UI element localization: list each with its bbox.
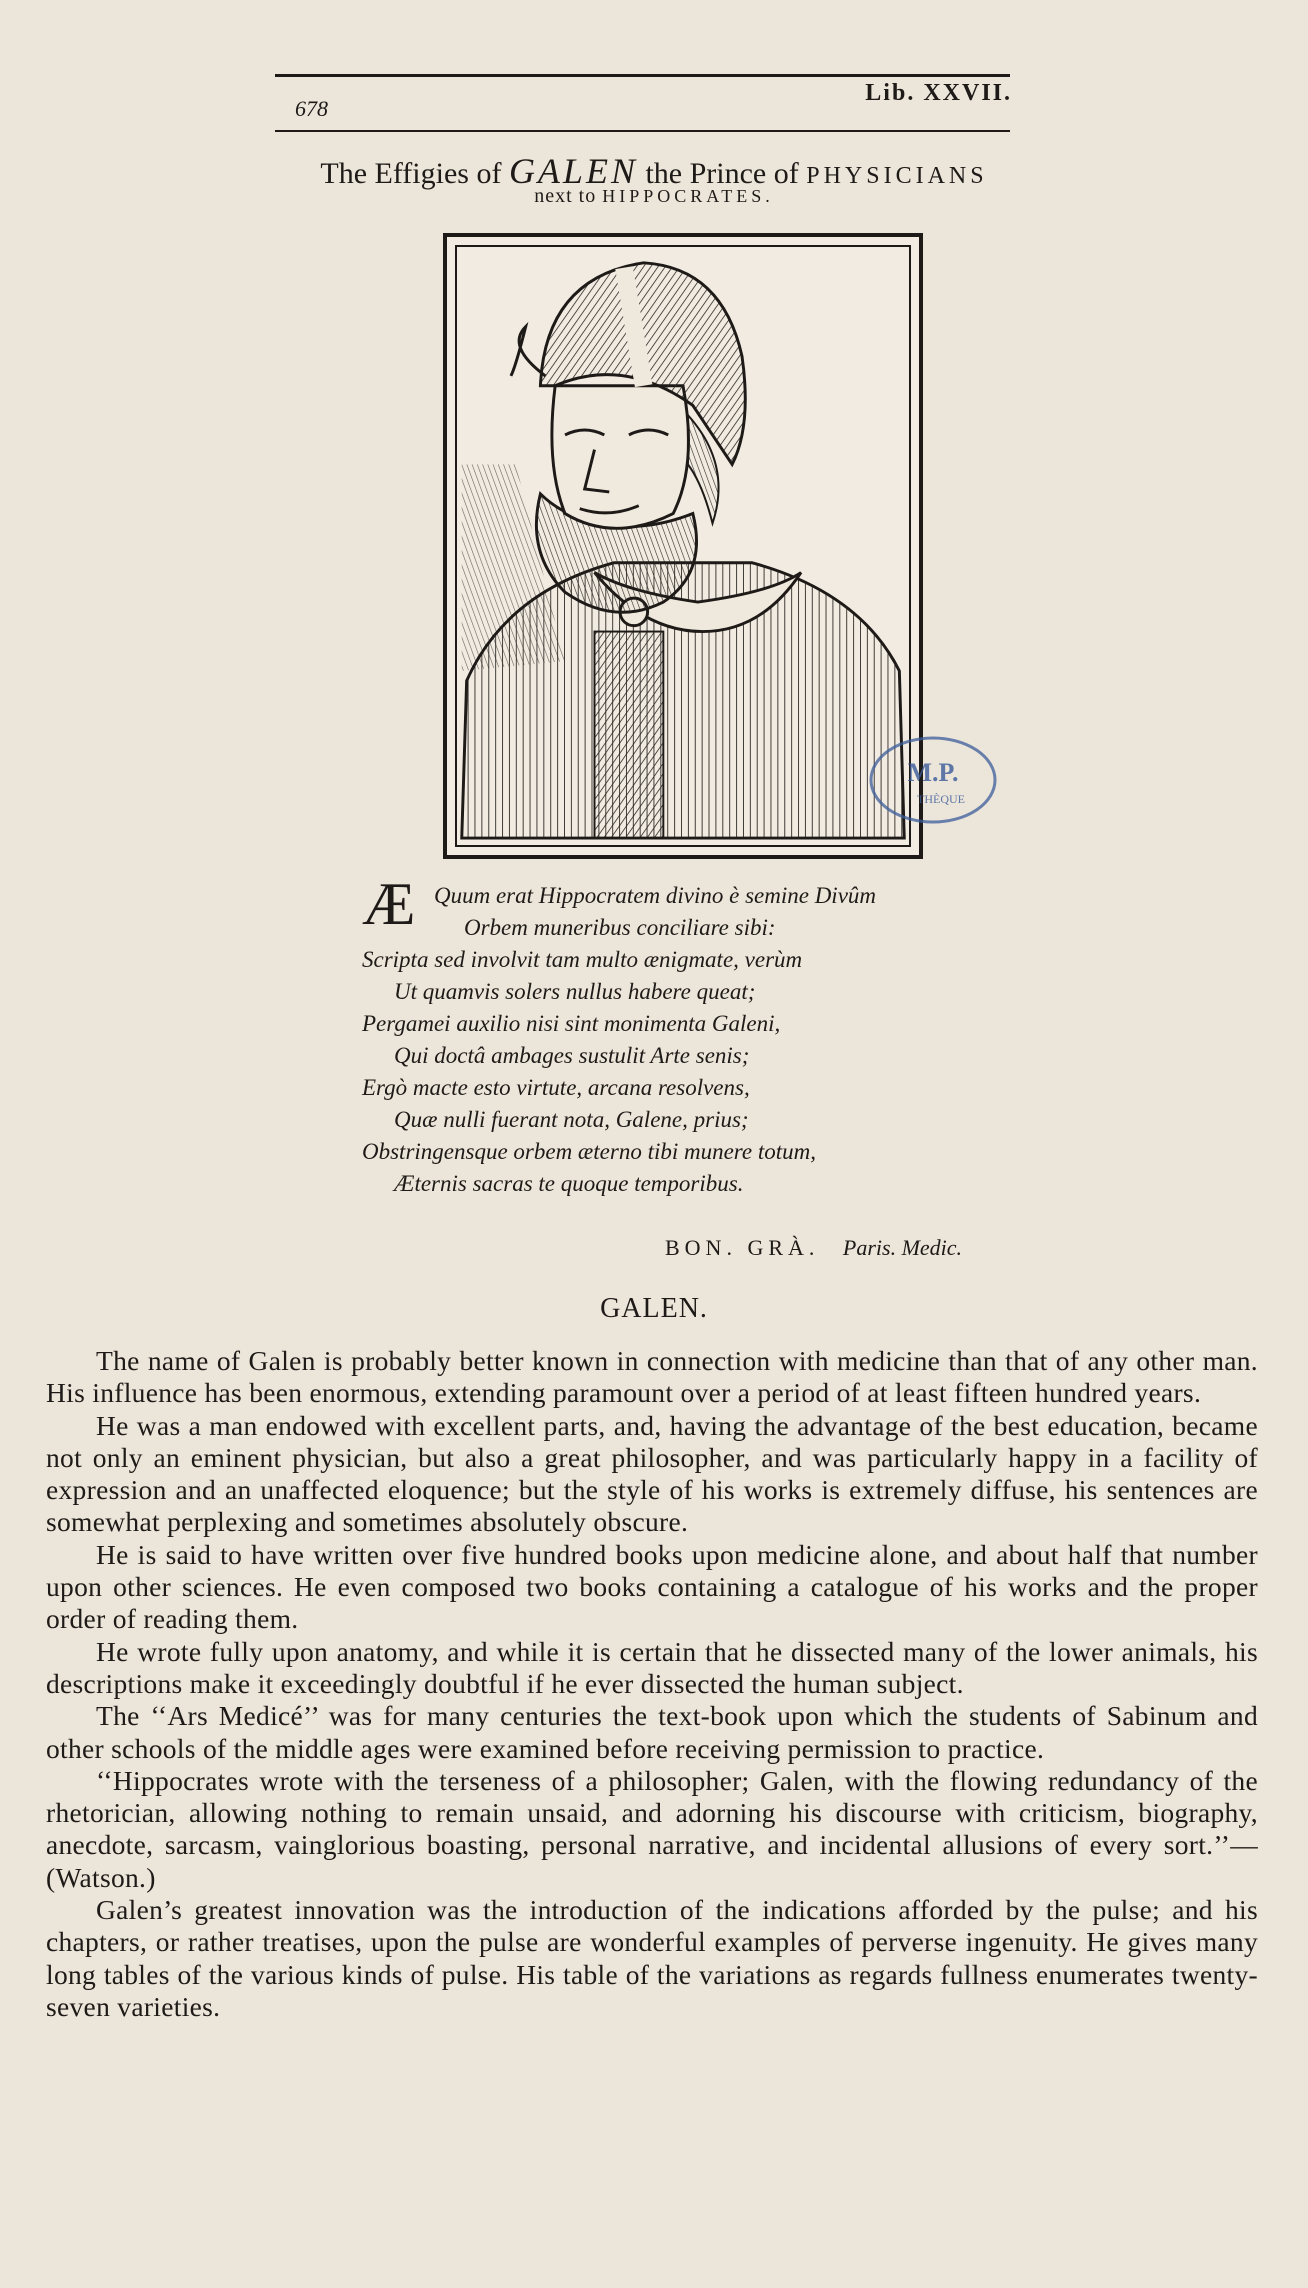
verse-line: Scripta sed involvit tam multo ænigmate, verùm	[362, 947, 803, 972]
caption-line2-smallcaps: HIPPOCRATES.	[602, 186, 774, 206]
verse-author: BON. GRÀ.	[665, 1235, 820, 1260]
verse-line: Orbem muneribus conciliare sibi:	[464, 915, 776, 940]
article-paragraph: He wrote fully upon anatomy, and while it is certain that he dissected many of the lower animals, his descriptions make it exceedingly doubtful if he ever dissected the human subject.	[46, 1635, 1258, 1699]
stamp-subtext: THÈQUE	[917, 792, 965, 806]
verse-line: Quum erat Hippocratem divino è semine Divûm	[434, 883, 877, 908]
article-body	[46, 1345, 1258, 2023]
portrait-illustration	[447, 237, 919, 855]
stamp-text: M.P.	[907, 758, 959, 787]
article-paragraph: He was a man endowed with excellent parts, and, having the advantage of the best education, became not only an eminent physician, but also a great philosopher, and was particularly happy in a facility of expression and an unaffected eloquence; but the style of his works is extremely diffuse, his sentences are somewhat perplexing and sometimes absolutely obscure.	[46, 1409, 1258, 1538]
caption-line2-prefix: next to	[534, 185, 597, 207]
verse-line: Æternis sacras te quoque temporibus.	[394, 1171, 744, 1196]
caption-smallcaps: PHYSICIANS	[806, 163, 988, 189]
verse-dropcap: Æ	[362, 871, 416, 937]
latin-verse	[362, 871, 962, 1200]
verse-line: Obstringensque orbem æterno tibi munere totum,	[362, 1139, 817, 1164]
verse-line: Ergò macte esto virtute, arcana resolvens,	[362, 1075, 750, 1100]
article-paragraph: He is said to have written over five hundred books upon medicine alone, and about half that number upon other sciences. He even composed two books containing a catalogue of his works and the proper order of reading them.	[46, 1538, 1258, 1635]
page-number: 678	[295, 96, 328, 121]
caption-prefix: The Effigies of	[320, 157, 502, 190]
verse-line: Quæ nulli fuerant nota, Galene, prius;	[394, 1107, 749, 1132]
verse-signature	[665, 1235, 962, 1261]
article-paragraph: Galen’s greatest innovation was the introduction of the indications afforded by the pulse; and his chapters, or rather treatises, upon the pulse are wonderful examples of perverse ingenuity. He gives many long tables of the various kinds of pulse. His table of the variations as regards fullness enumerates twenty-seven varieties.	[46, 1894, 1258, 2022]
header-rule-top	[275, 74, 1010, 77]
book-label: Lib. XXVII.	[865, 80, 1012, 106]
verse-line: Qui doctâ ambages sustulit Arte senis;	[394, 1043, 750, 1068]
article-paragraph: The ‘‘Ars Medicé’’ was for many centuries the text-book upon which the students of Sabinum and other schools of the middle ages were examined before receiving permission to practice.	[46, 1700, 1258, 1764]
verse-place: Paris. Medic.	[842, 1235, 963, 1260]
plate-caption-line2	[0, 185, 1308, 208]
caption-mid: the Prince of	[645, 157, 799, 190]
galen-portrait-engraving	[443, 233, 923, 859]
caption-name: GALEN	[508, 151, 638, 191]
verse-line: Ut quamvis solers nullus habere queat;	[394, 979, 756, 1004]
article-title: GALEN.	[600, 1293, 708, 1324]
article-paragraph: ‘‘Hippocrates wrote with the terseness of a philosopher; Galen, with the flowing redundancy of the rhetorician, allowing nothing to remain unsaid, and adorning his discourse with criticism, biography, anecdote, sarcasm, vainglorious boasting, personal narrative, and incidental allusions of every sort.’’—(Watson.)	[46, 1764, 1258, 1893]
header-rule-bottom	[275, 130, 1010, 132]
article-paragraph: The name of Galen is probably better known in connection with medicine than that of any other man. His influence has been enormous, extending paramount over a period of at least fifteen hundred years.	[46, 1345, 1258, 1409]
verse-line: Pergamei auxilio nisi sint monimenta Galeni,	[362, 1011, 781, 1036]
library-stamp	[866, 733, 1000, 827]
